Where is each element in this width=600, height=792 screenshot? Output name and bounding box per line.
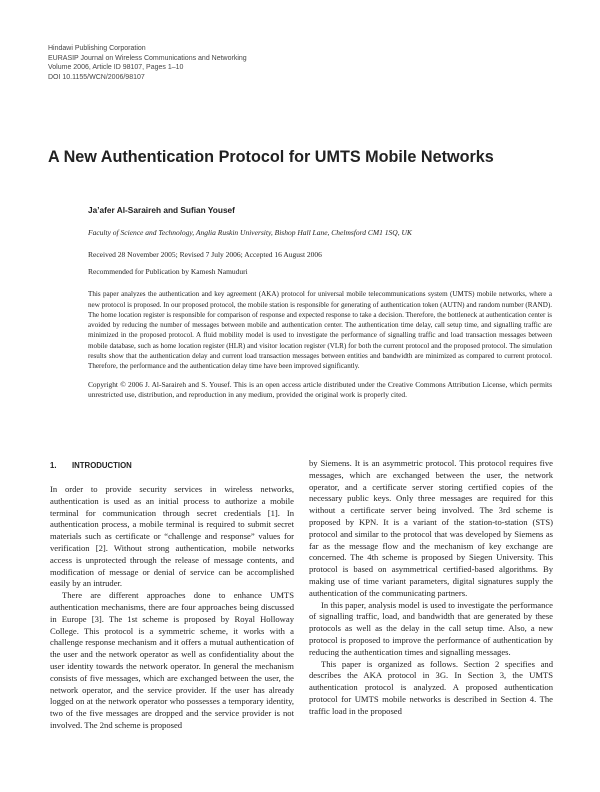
abstract: This paper analyzes the authentication and key agreement (AKA) protocol for universal mobile telecommunications system (UMTS) mobile networks, where a new protocol is proposed. In our proposed protocol, the mobile station is responsible for generating of authentication token (AUTN) and random number (RAND). The home location register is responsible for comparison of response and expected response to take a decision. Therefore, the bottleneck at authentication center is avoided by reducing the number of messages between mobile and authentication center. The authentication time delay, call setup time, and signalling traffic are minimized in the proposed protocol. A fluid mobility model is used to investigate the performance of signalling traffic and load transaction messages between mobile database, such as home location register (HLR) and visitor location register (VLR) for both the current protocol and the proposed protocol. The simulation results show that the authentication delay and current load transaction messages between entities and bandwidth are minimized as compared to current protocol. Therefore, the performance and the authentication delay time have been improved significantly. (88, 290, 552, 371)
left-column (50, 460, 294, 732)
journal-name: EURASIP Journal on Wireless Communications and Networking (48, 54, 247, 62)
received-dates: Received 28 November 2005; Revised 7 July 2006; Accepted 16 August 2006 (88, 250, 322, 260)
body-paragraph: by Siemens. It is an asymmetric protocol. This protocol requires five messages, which are exchanged between the user, the network operator, and a certificate server storing certified copies of the necessary public keys. Only three messages are required for this without a certificate server being involved. The 3rd scheme is proposed by KPN. It is a variant of the station-to-station (STS) protocol and similar to the protocol that was developed by Siemens as far as the message flow and the mechanism of key exchange are concerned. The 4th scheme is proposed by Siegen University. This protocol is based on asymmetrical certified-based algorithms. By making use of time variant parameters, digital signatures supply the authentication of the communicating partners. (309, 458, 553, 598)
affiliation: Faculty of Science and Technology, Anglia Ruskin University, Bishop Hall Lane, Chelmsford CM1 1SQ, UK (88, 228, 412, 237)
section-title: INTRODUCTION (72, 461, 132, 470)
volume-info: Volume 2006, Article ID 98107, Pages 1–10 (48, 64, 184, 72)
paper-title: A New Authentication Protocol for UMTS Mobile Networks (48, 148, 494, 166)
copyright-notice: Copyright © 2006 J. Al-Saraireh and S. Yousef. This is an open access article distributed under the Creative Commons Attribution License, which permits unrestricted use, distribution, and reproduction in any medium, provided the original work is properly cited. (88, 379, 552, 399)
section-number: 1. (50, 461, 57, 470)
front-matter (88, 204, 552, 400)
body-paragraph: This paper is organized as follows. Section 2 specifies and describes the AKA protocol in 3G. In Section 3, the UMTS authentication protocol is analyzed. A proposed authentication protocol for UMTS mobile networks is described in Section 4. The traffic load in the proposed (309, 658, 553, 716)
body-paragraph: In this paper, analysis model is used to investigate the performance of signalling traffic, load, and bandwidth that are generated by these protocols as well as the delay in the call setup time. Also, a new protocol is proposed to improve the performance of authentication by reducing the authentication times and signalling messages. (309, 599, 553, 657)
authors: Ja’afer Al-Saraireh and Sufian Yousef (88, 205, 235, 215)
body-paragraph: There are different approaches done to enhance UMTS authentication mechanisms, there are four approaches being discussed in Europe [3]. The 1st scheme is proposed by Royal Holloway College. This protocol is a symmetric scheme, it works with a challenge response mechanism and it offers a mutual authentication of the user and the network operator as well as confidentiality about the user identity towards the network operator. In general the mechanism consists of five messages, which are exchanged between the user, the network operator, and the service provider. If the user has already logged on at the network operator who possesses a temporary identity, two of the five messages are dropped and the service provider is not involved. The 2nd scheme is proposed (50, 590, 294, 730)
recommended-by: Recommended for Publication by Kamesh Namuduri (88, 266, 248, 276)
journal-meta (48, 44, 448, 82)
section-heading (50, 460, 294, 472)
publisher: Hindawi Publishing Corporation (48, 45, 146, 52)
doi: DOI 10.1155/WCN/2006/98107 (48, 73, 145, 81)
right-column (309, 458, 553, 718)
body-paragraph: In order to provide security services in wireless networks, authentication is used as an initial process to authorize a mobile terminal for communication through secret credentials [1]. In authentication process, a mobile terminal is required to submit secret materials such as certificate or “challenge and response” values for verification [2]. Without strong authentication, mobile networks access is unprotected through the release of message contents, and modification of message or denial of service can be accomplished easily by an intruder. (50, 484, 294, 589)
